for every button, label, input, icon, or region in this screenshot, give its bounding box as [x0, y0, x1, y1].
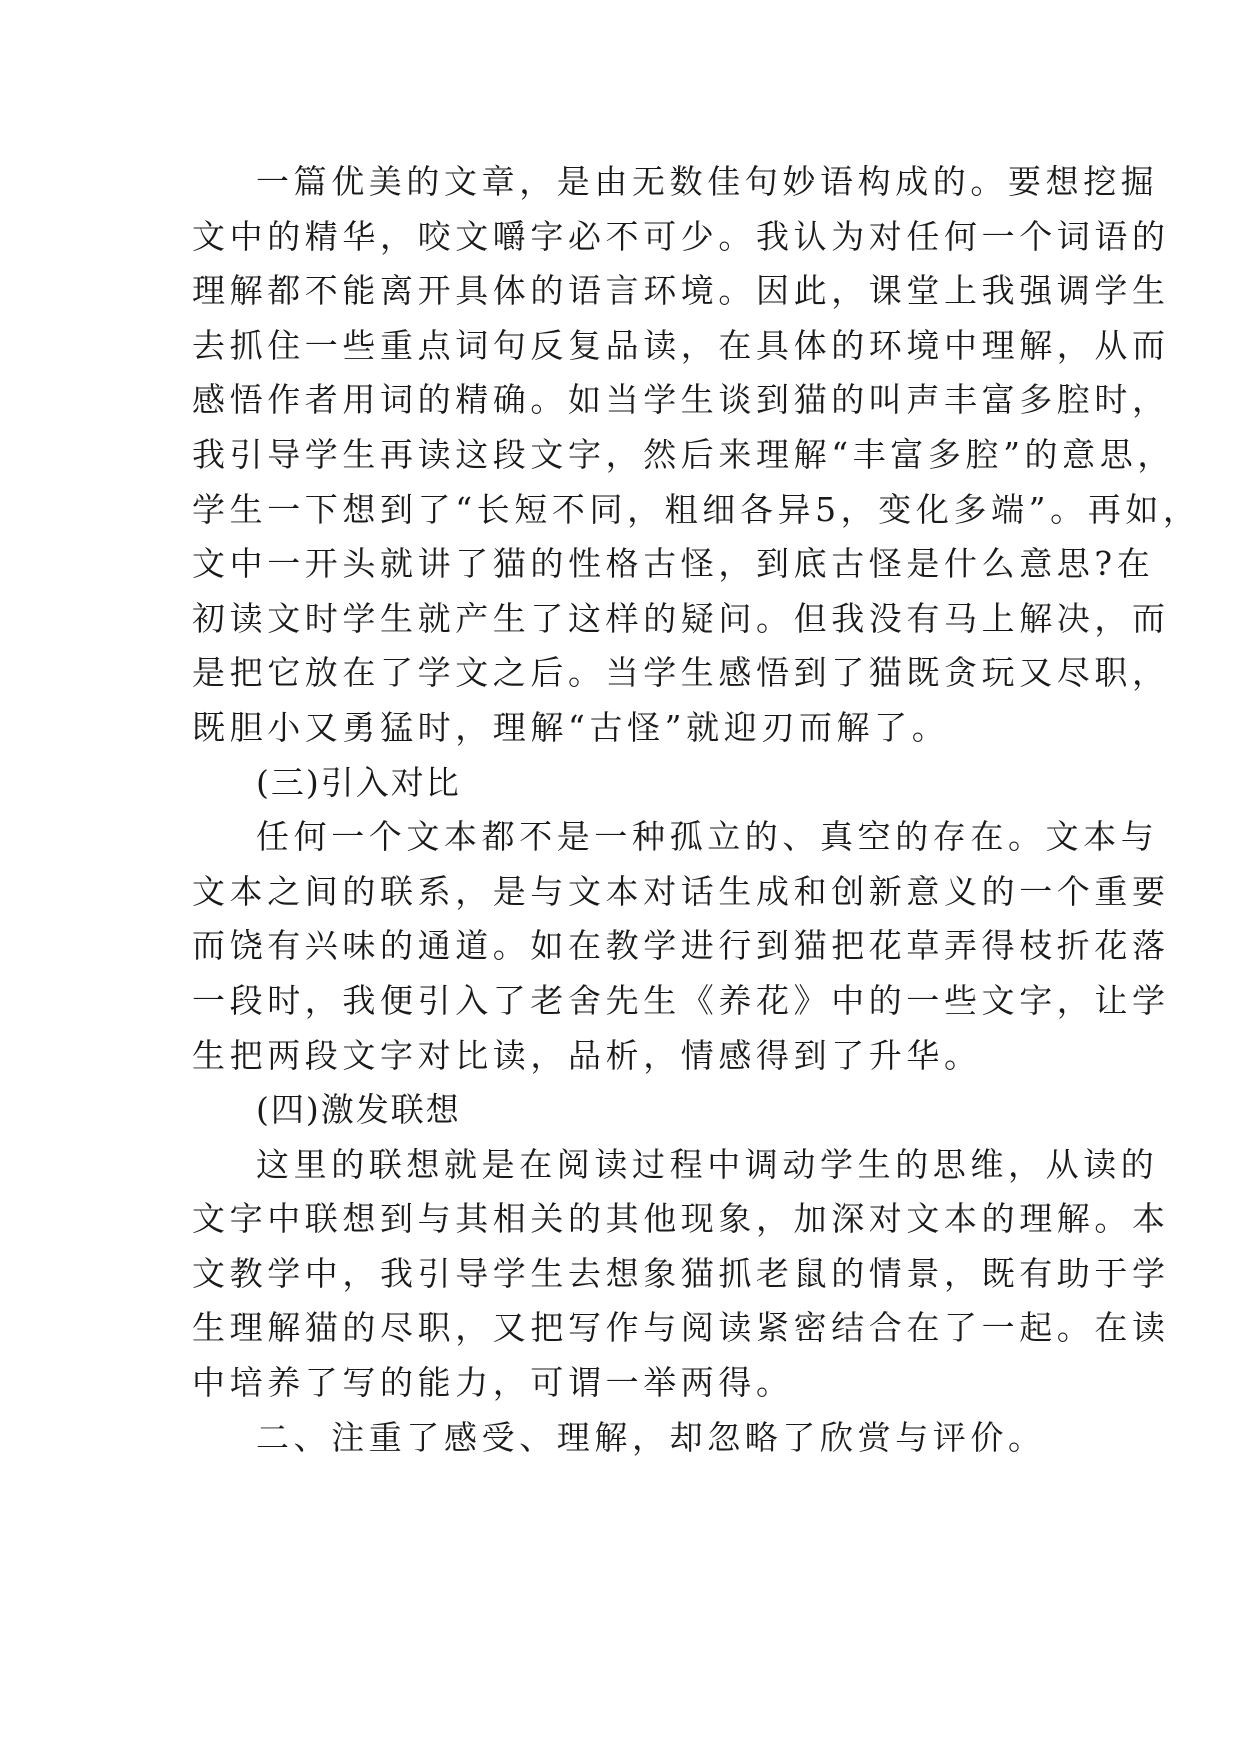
paragraph-line: 去抓住一些重点词句反复品读，在具体的环境中理解，从而	[192, 325, 1170, 365]
paragraph-line: 任何一个文本都不是一种孤立的、真空的存在。文本与	[256, 817, 1159, 857]
paragraph-line: 文中一开头就讲了猫的性格古怪，到底古怪是什么意思?在	[192, 544, 1155, 584]
paragraph-line: 一段时，我便引入了老舍先生《养花》中的一些文字，让学	[192, 980, 1170, 1020]
paragraph-line: 生把两段文字对比读，品析，情感得到了升华。	[192, 1035, 982, 1075]
paragraph-line: 生理解猫的尽职，又把写作与阅读紧密结合在了一起。在读	[192, 1308, 1170, 1348]
document-body	[192, 155, 1201, 1465]
paragraph-line: 文中的精华，咬文嚼字必不可少。我认为对任何一个词语的	[192, 216, 1170, 256]
section-heading: (四)激发联想	[256, 1090, 461, 1130]
paragraph-line: 既胆小又勇猛时，理解“古怪”就迎刃而解了。	[192, 707, 950, 747]
paragraph-line: 而饶有兴味的通道。如在教学进行到猫把花草弄得枝折花落	[192, 926, 1170, 966]
paragraph-line: 这里的联想就是在阅读过程中调动学生的思维，从读的	[256, 1144, 1159, 1184]
paragraph-line: 学生一下想到了“长短不同，粗细各异5，变化多端”。再如，	[192, 489, 1201, 529]
paragraph-line: 感悟作者用词的精确。如当学生谈到猫的叫声丰富多腔时，	[192, 380, 1170, 420]
paragraph-line: 中培养了写的能力，可谓一举两得。	[192, 1363, 794, 1403]
paragraph-line: 文字中联想到与其相关的其他现象，加深对文本的理解。本	[192, 1199, 1170, 1239]
paragraph-line: 文教学中，我引导学生去想象猫抓老鼠的情景，既有助于学	[192, 1253, 1170, 1293]
paragraph-line: 二、注重了感受、理解，却忽略了欣赏与评价。	[256, 1417, 1046, 1457]
paragraph-line: 初读文时学生就产生了这样的疑问。但我没有马上解决，而	[192, 598, 1170, 638]
section-heading: (三)引入对比	[256, 762, 461, 802]
paragraph-line: 理解都不能离开具体的语言环境。因此，课堂上我强调学生	[192, 271, 1170, 311]
paragraph-line: 文本之间的联系，是与文本对话生成和创新意义的一个重要	[192, 871, 1170, 911]
paragraph-line: 是把它放在了学文之后。当学生感悟到了猫既贪玩又尽职，	[192, 653, 1170, 693]
paragraph-line: 我引导学生再读这段文字，然后来理解“丰富多腔”的意思，	[192, 434, 1175, 474]
paragraph-line: 一篇优美的文章，是由无数佳句妙语构成的。要想挖掘	[256, 162, 1159, 201]
